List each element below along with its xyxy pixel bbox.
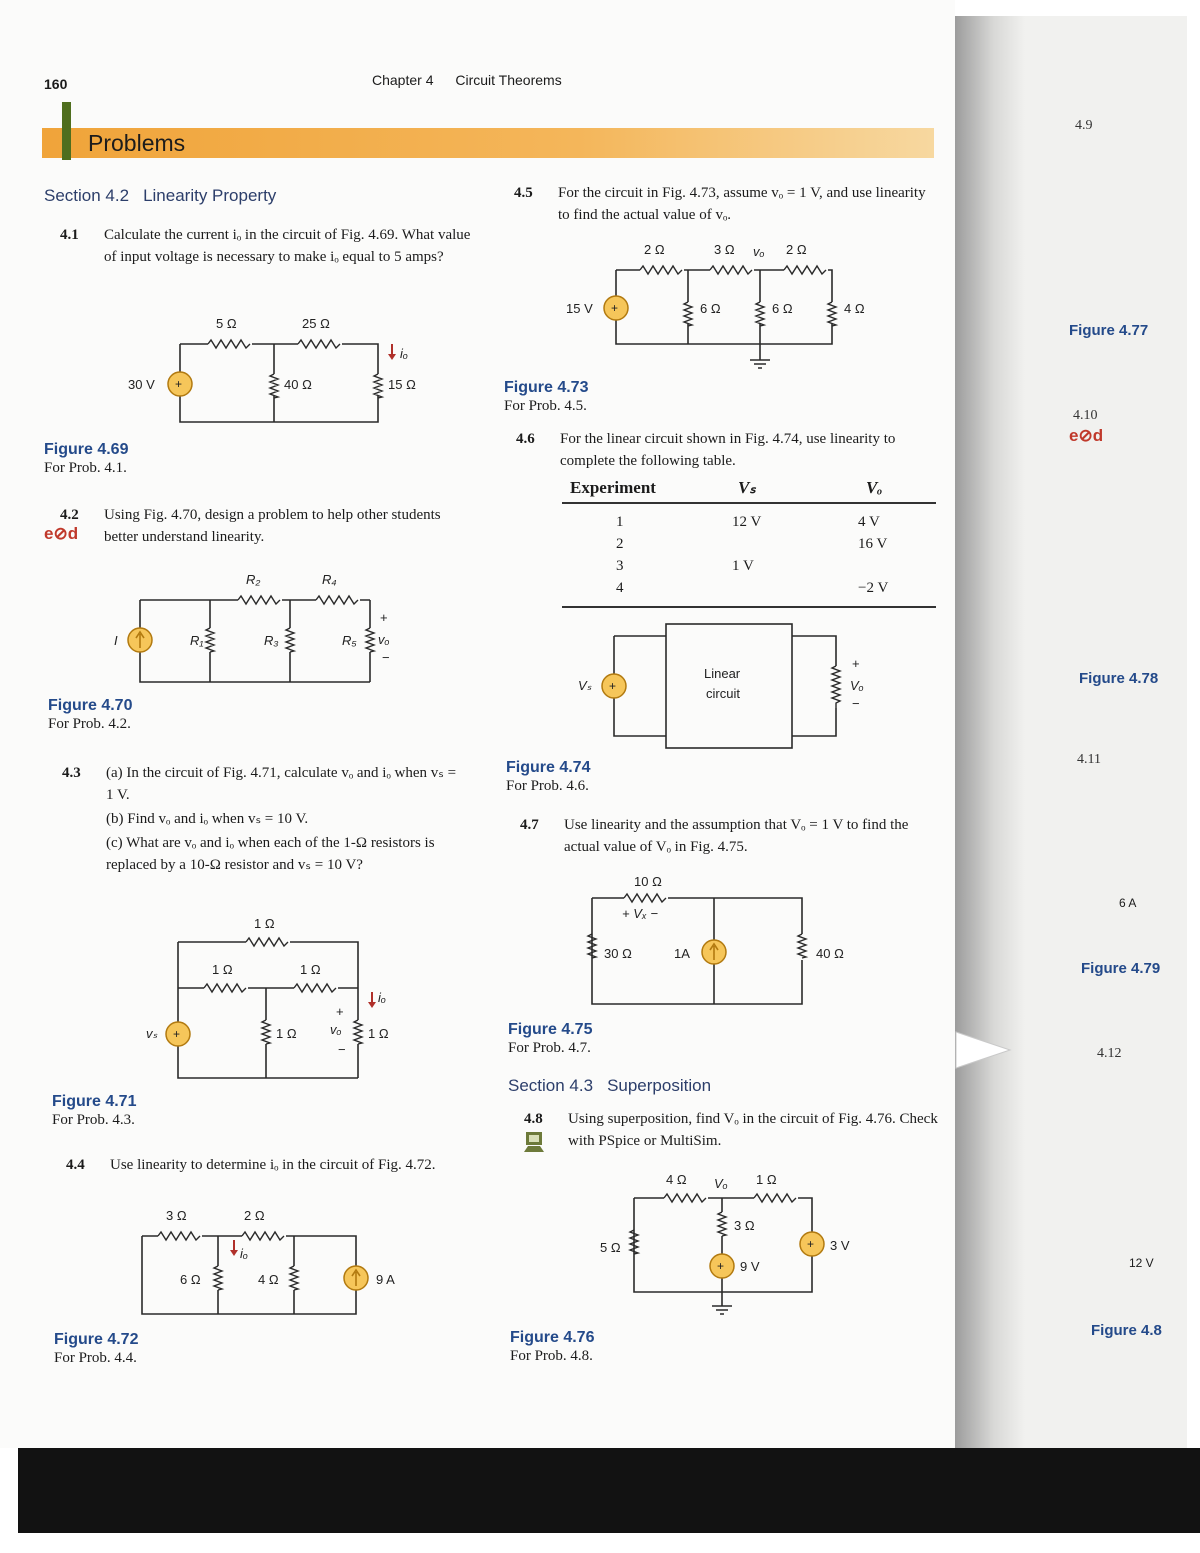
- svg-text:+: +: [380, 610, 388, 625]
- label-r-a: 1 Ω: [212, 962, 233, 977]
- label-r2: 25 Ω: [302, 316, 330, 331]
- label-r-out: 1 Ω: [368, 1026, 389, 1041]
- label-r4: 5 Ω: [600, 1240, 621, 1255]
- next-source-6a: 6 A: [1119, 896, 1137, 910]
- figure-caption: For Prob. 4.3.: [52, 1112, 135, 1128]
- table-row: [562, 514, 936, 536]
- problem-4-4: [66, 1154, 496, 1178]
- label-source: vₛ: [146, 1026, 158, 1041]
- figure-caption-4-72: [54, 1330, 138, 1368]
- label-r-b: 1 Ω: [300, 962, 321, 977]
- next-problem-4-9: 4.9: [1075, 118, 1093, 133]
- table-cell: 12 V: [732, 514, 762, 530]
- section-number: Section 4.2: [44, 186, 130, 205]
- label-vo: vₒ: [378, 632, 390, 647]
- problem-number: 4.6: [516, 431, 535, 447]
- label-r4: 6 Ω: [700, 301, 721, 316]
- e2d-icon: e⊘d: [44, 524, 79, 543]
- label-r2: 1 Ω: [756, 1172, 777, 1187]
- label-r4: 15 Ω: [388, 377, 416, 392]
- label-io: iₒ: [240, 1246, 249, 1261]
- problem-number: 4.4: [66, 1157, 85, 1173]
- computer-icon: [522, 1130, 546, 1154]
- label-r6: 4 Ω: [844, 301, 865, 316]
- problem-number: 4.5: [514, 185, 533, 201]
- svg-text:−: −: [382, 650, 390, 665]
- table-cell: 1: [616, 514, 624, 530]
- problem-text: Using superposition, find Vₒ in the circuit of Fig. 4.76. Check with PSpice or MultiSim.: [568, 1111, 938, 1149]
- circuit-fig-4-69: [120, 308, 440, 428]
- circuit-fig-4-76: [590, 1164, 870, 1324]
- figure-caption-4-73: [504, 378, 588, 416]
- table-row: [562, 580, 936, 602]
- figure-title: Figure 4.72: [54, 1331, 139, 1348]
- column-header: Vₒ: [866, 478, 883, 497]
- label-box-line2: circuit: [706, 686, 740, 701]
- label-r3: 40 Ω: [284, 377, 312, 392]
- figure-title: Figure 4.76: [510, 1329, 595, 1346]
- table-header: [562, 476, 936, 504]
- label-vx: + Vₓ −: [622, 906, 659, 921]
- label-r2: 2 Ω: [244, 1208, 265, 1223]
- label-r3: R₃: [264, 633, 279, 648]
- column-header: Vₛ: [738, 478, 756, 497]
- problem-4-7: [520, 814, 940, 860]
- label-r1: 3 Ω: [166, 1208, 187, 1223]
- figure-title: Figure 4.74: [506, 759, 591, 776]
- figure-caption-4-76: [510, 1328, 594, 1366]
- table-row: [562, 558, 936, 580]
- problem-number: 4.1: [60, 227, 79, 243]
- figure-title: Figure 4.71: [52, 1093, 137, 1110]
- label-r2: 3 Ω: [714, 242, 735, 257]
- next-problem-4-12: 4.12: [1097, 1046, 1122, 1061]
- circuit-fig-4-74: [570, 616, 890, 756]
- table-cell: 4: [616, 580, 624, 596]
- section-title: Linearity Property: [143, 186, 277, 205]
- label-r4: R₄: [322, 572, 337, 587]
- figure-caption: For Prob. 4.1.: [44, 460, 127, 476]
- figure-caption: For Prob. 4.7.: [508, 1040, 591, 1056]
- figure-caption-4-75: [508, 1020, 592, 1058]
- scanner-edge: [18, 1448, 1200, 1533]
- problem-4-5: [514, 182, 944, 228]
- label-r3: 3 Ω: [734, 1218, 755, 1233]
- column-header: Experiment: [570, 478, 656, 497]
- problem-number: 4.8: [524, 1111, 543, 1127]
- label-source: 15 V: [566, 301, 593, 316]
- table-row: [562, 536, 936, 558]
- label-source: I: [114, 633, 118, 648]
- label-r5: 6 Ω: [772, 301, 793, 316]
- label-io: iₒ: [400, 346, 409, 361]
- section-heading-4-3: [508, 1076, 711, 1096]
- next-figure-4-80: Figure 4.8: [1091, 1322, 1162, 1339]
- next-source-12v: 12 V: [1129, 1256, 1154, 1270]
- next-problem-4-11: 4.11: [1077, 752, 1101, 767]
- svg-text:+: +: [173, 1027, 181, 1041]
- facing-page: [955, 16, 1187, 1448]
- problem-text: For the circuit in Fig. 4.73, assume vₒ = 1 V, and use linearity to find the actual value of vₒ.: [558, 185, 926, 223]
- problem-part-a: (a) In the circuit of Fig. 4.71, calculate vₒ and iₒ when vₛ = 1 V.: [106, 765, 457, 803]
- page-number: 160: [44, 76, 68, 92]
- problem-part-b: (b) Find vₒ and iₒ when vₛ = 10 V.: [106, 811, 309, 827]
- label-vo: Vₒ: [850, 678, 864, 693]
- label-r2: R₂: [246, 572, 261, 587]
- figure-caption: For Prob. 4.2.: [48, 716, 131, 732]
- problem-4-8: [524, 1108, 954, 1154]
- problem-number: 4.2: [60, 507, 79, 523]
- label-vo: Vₒ: [714, 1176, 728, 1191]
- table-cell: 2: [616, 536, 624, 552]
- running-header: [372, 72, 580, 88]
- svg-text:+: +: [609, 679, 617, 693]
- table-cell: −2 V: [858, 580, 889, 596]
- label-r1: 5 Ω: [216, 316, 237, 331]
- label-r-mid: 1 Ω: [276, 1026, 297, 1041]
- banner-title: Problems: [88, 130, 186, 156]
- next-problem-4-10: 4.10: [1073, 408, 1098, 423]
- section-number: Section 4.3: [508, 1076, 594, 1095]
- figure-title: Figure 4.70: [48, 697, 133, 714]
- table-cell: 4 V: [858, 514, 880, 530]
- section-title: Superposition: [607, 1076, 712, 1095]
- label-r5: R₅: [342, 633, 357, 648]
- svg-text:+: +: [807, 1237, 815, 1251]
- label-r3: 2 Ω: [786, 242, 807, 257]
- label-source: 1A: [674, 946, 690, 961]
- figure-caption-4-69: [44, 440, 128, 478]
- label-r4: 4 Ω: [258, 1272, 279, 1287]
- problem-part-c: (c) What are vₒ and iₒ when each of the 1-Ω resistors is replaced by a 10-Ω resistor and vₛ = 10 V?: [106, 835, 435, 873]
- label-s1: 9 V: [740, 1259, 760, 1274]
- table-cell: 16 V: [858, 536, 888, 552]
- svg-text:+: +: [717, 1259, 725, 1273]
- svg-text:−: −: [852, 696, 860, 711]
- label-io: iₒ: [378, 990, 387, 1005]
- problem-number: 4.7: [520, 817, 539, 833]
- problem-text: For the linear circuit shown in Fig. 4.74, use linearity to complete the following table.: [560, 431, 896, 469]
- figure-title: Figure 4.75: [508, 1021, 593, 1038]
- label-r3: 6 Ω: [180, 1272, 201, 1287]
- circuit-fig-4-73: [560, 236, 890, 376]
- label-r1: 2 Ω: [644, 242, 665, 257]
- figure-caption: For Prob. 4.5.: [504, 398, 587, 414]
- label-r2: 40 Ω: [816, 946, 844, 961]
- table-bottom-rule: [562, 606, 936, 608]
- label-source: 9 A: [376, 1272, 395, 1287]
- problem-text: Use linearity and the assumption that Vₒ = 1 V to find the actual value of Vₒ in Fig. 4.75.: [564, 817, 909, 855]
- label-r-top: 1 Ω: [254, 916, 275, 931]
- svg-text:−: −: [338, 1042, 346, 1057]
- svg-text:+: +: [611, 301, 619, 315]
- figure-caption: For Prob. 4.4.: [54, 1350, 137, 1366]
- figure-caption: For Prob. 4.8.: [510, 1348, 593, 1364]
- problem-4-3: [62, 762, 492, 882]
- e2d-icon: e⊘d: [1069, 426, 1104, 445]
- label-vo: vₒ: [753, 244, 765, 259]
- label-source: 30 V: [128, 377, 155, 392]
- label-box-line1: Linear: [704, 666, 741, 681]
- gutter-pointer: [954, 1030, 1014, 1070]
- circuit-fig-4-70: [106, 566, 406, 690]
- svg-text:+: +: [175, 377, 183, 391]
- label-r1: 30 Ω: [604, 946, 632, 961]
- table-cell: 1 V: [732, 558, 754, 574]
- svg-text:+: +: [852, 656, 860, 671]
- figure-caption-4-70: [48, 696, 132, 734]
- problem-text: Calculate the current iₒ in the circuit of Fig. 4.69. What value of input voltage is necessary to make iₒ equal to 5 amps?: [104, 227, 471, 265]
- circuit-fig-4-75: [574, 870, 874, 1010]
- circuit-fig-4-72: [130, 1200, 430, 1320]
- problem-number: 4.3: [62, 765, 81, 781]
- label-r-top: 10 Ω: [634, 874, 662, 889]
- label-r1: 4 Ω: [666, 1172, 687, 1187]
- next-figure-4-78: Figure 4.78: [1079, 670, 1159, 687]
- label-vo: vₒ: [330, 1022, 342, 1037]
- problem-4-2: [60, 504, 480, 554]
- next-figure-4-77: Figure 4.77: [1069, 322, 1149, 339]
- svg-text:+: +: [336, 1004, 344, 1019]
- label-r1: R₁: [190, 633, 204, 648]
- next-figure-4-79: Figure 4.79: [1081, 960, 1161, 977]
- figure-caption-4-71: [52, 1092, 136, 1130]
- section-heading-4-2: [44, 186, 276, 206]
- problem-text: Use linearity to determine iₒ in the circuit of Fig. 4.72.: [110, 1157, 436, 1173]
- problem-4-6: [516, 428, 946, 474]
- figure-title: Figure 4.73: [504, 379, 589, 396]
- banner-accent: [62, 102, 71, 160]
- figure-caption: For Prob. 4.6.: [506, 778, 589, 794]
- circuit-fig-4-71: [130, 910, 410, 1090]
- problem-4-1: [60, 224, 480, 294]
- page-gutter-shadow: [955, 16, 1025, 1448]
- chapter-label: Chapter 4: [372, 72, 434, 88]
- figure-caption-4-74: [506, 758, 590, 796]
- experiment-table: [562, 476, 936, 608]
- label-source: Vₛ: [578, 678, 592, 693]
- problem-text: Using Fig. 4.70, design a problem to help other students better understand linearity.: [104, 507, 441, 545]
- label-s2: 3 V: [830, 1238, 850, 1253]
- figure-title: Figure 4.69: [44, 441, 129, 458]
- chapter-title: Circuit Theorems: [455, 72, 562, 88]
- table-cell: 3: [616, 558, 624, 574]
